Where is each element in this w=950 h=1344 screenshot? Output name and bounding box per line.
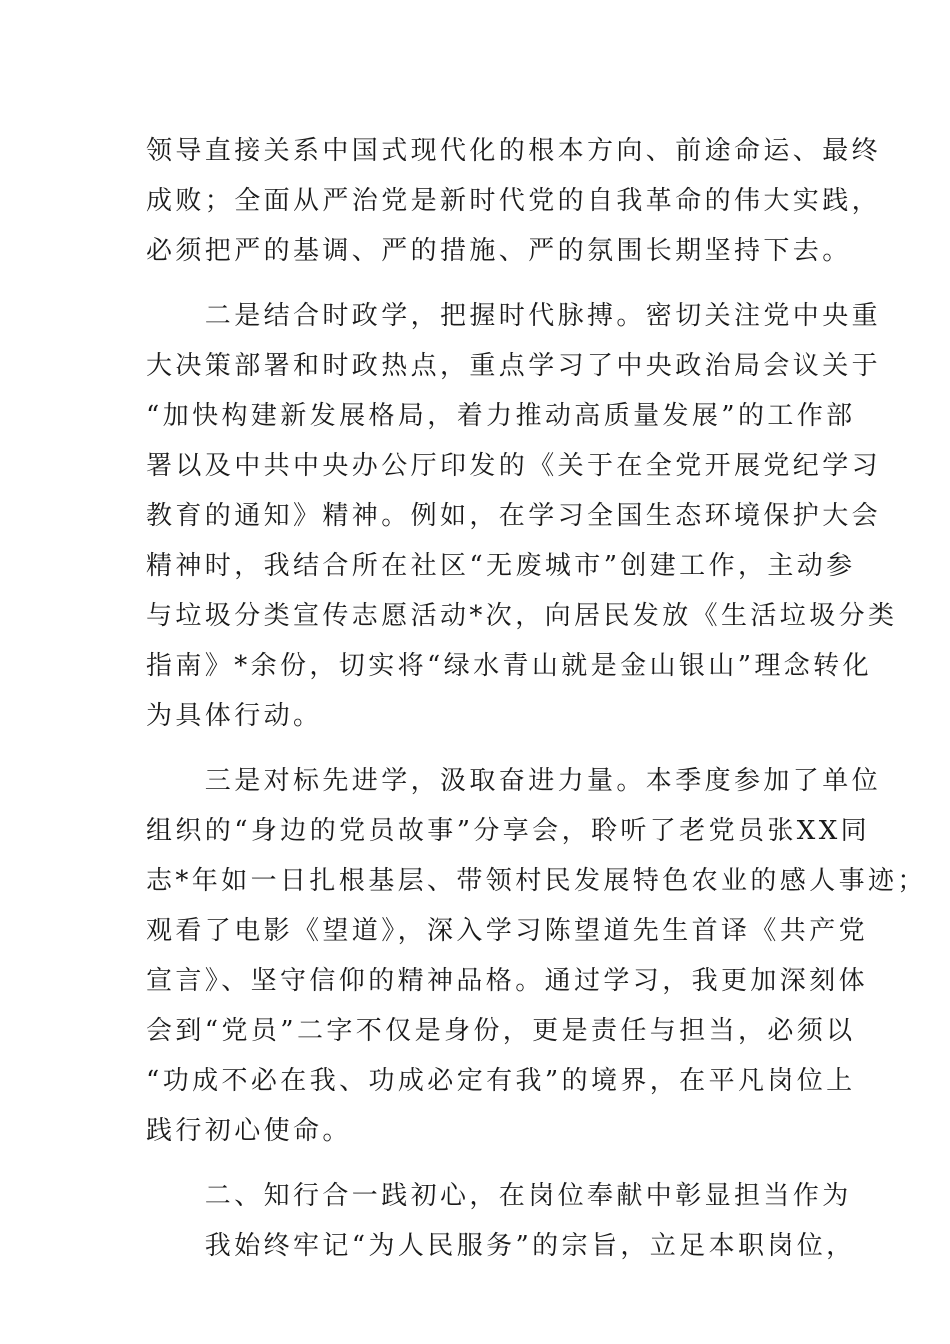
- text-line: 教育的通知》精神。例如，在学习全国生态环境保护大会: [146, 501, 882, 531]
- paragraph-2: [146, 291, 898, 741]
- paragraph-1: [146, 126, 882, 276]
- text-line: 二是结合时政学，把握时代脉搏。密切关注党中央重: [146, 301, 882, 331]
- text-line: 三是对标先进学，汲取奋进力量。本季度参加了单位: [146, 766, 882, 796]
- paragraph-4: [146, 1221, 856, 1271]
- text-line: 观看了电影《望道》，深入学习陈望道先生首译《共产党: [146, 916, 869, 946]
- text-line: “加快构建新发展格局，着力推动高质量发展”的工作部: [146, 401, 856, 431]
- paragraph-gap: [146, 276, 806, 291]
- section-heading: [146, 1171, 852, 1221]
- text-line: 为具体行动。: [146, 701, 323, 731]
- text-line: 精神时，我结合所在社区“无废城市”创建工作，主动参: [146, 551, 856, 581]
- text-line: “功成不必在我、功成必定有我”的境界，在平凡岗位上: [146, 1066, 856, 1096]
- text-line: 与垃圾分类宣传志愿活动*次，向居民发放《生活垃圾分类: [146, 601, 898, 631]
- text-line: 成败；全面从严治党是新时代党的自我革命的伟大实践，: [146, 186, 882, 216]
- text-line: 会到“党员”二字不仅是身份，更是责任与担当，必须以: [146, 1016, 856, 1046]
- text-line: 组织的“身边的党员故事”分享会，聆听了老党员张XX同: [146, 816, 871, 846]
- text-line: 指南》*余份，切实将“绿水青山就是金山银山”理念转化: [146, 651, 872, 681]
- document-body: [146, 126, 927, 1271]
- text-line: 必须把严的基调、严的措施、严的氛围长期坚持下去。: [146, 236, 852, 266]
- paragraph-gap: [146, 741, 806, 756]
- text-line: 领导直接关系中国式现代化的根本方向、前途命运、最终: [146, 136, 882, 166]
- text-line: 我始终牢记“为人民服务”的宗旨，立足本职岗位，: [146, 1231, 856, 1261]
- text-line: 署以及中共中央办公厅印发的《关于在全党开展党纪学习: [146, 451, 882, 481]
- heading-line: 二、知行合一践初心，在岗位奉献中彰显担当作为: [146, 1181, 852, 1211]
- paragraph-3: [146, 756, 927, 1156]
- text-line: 宣言》、坚守信仰的精神品格。通过学习，我更加深刻体: [146, 966, 869, 996]
- text-line: 大决策部署和时政热点，重点学习了中央政治局会议关于: [146, 351, 882, 381]
- paragraph-gap: [146, 1156, 806, 1171]
- text-line: 践行初心使命。: [146, 1116, 352, 1146]
- text-line: 志*年如一日扎根基层、带领村民发展特色农业的感人事迹；: [146, 866, 927, 896]
